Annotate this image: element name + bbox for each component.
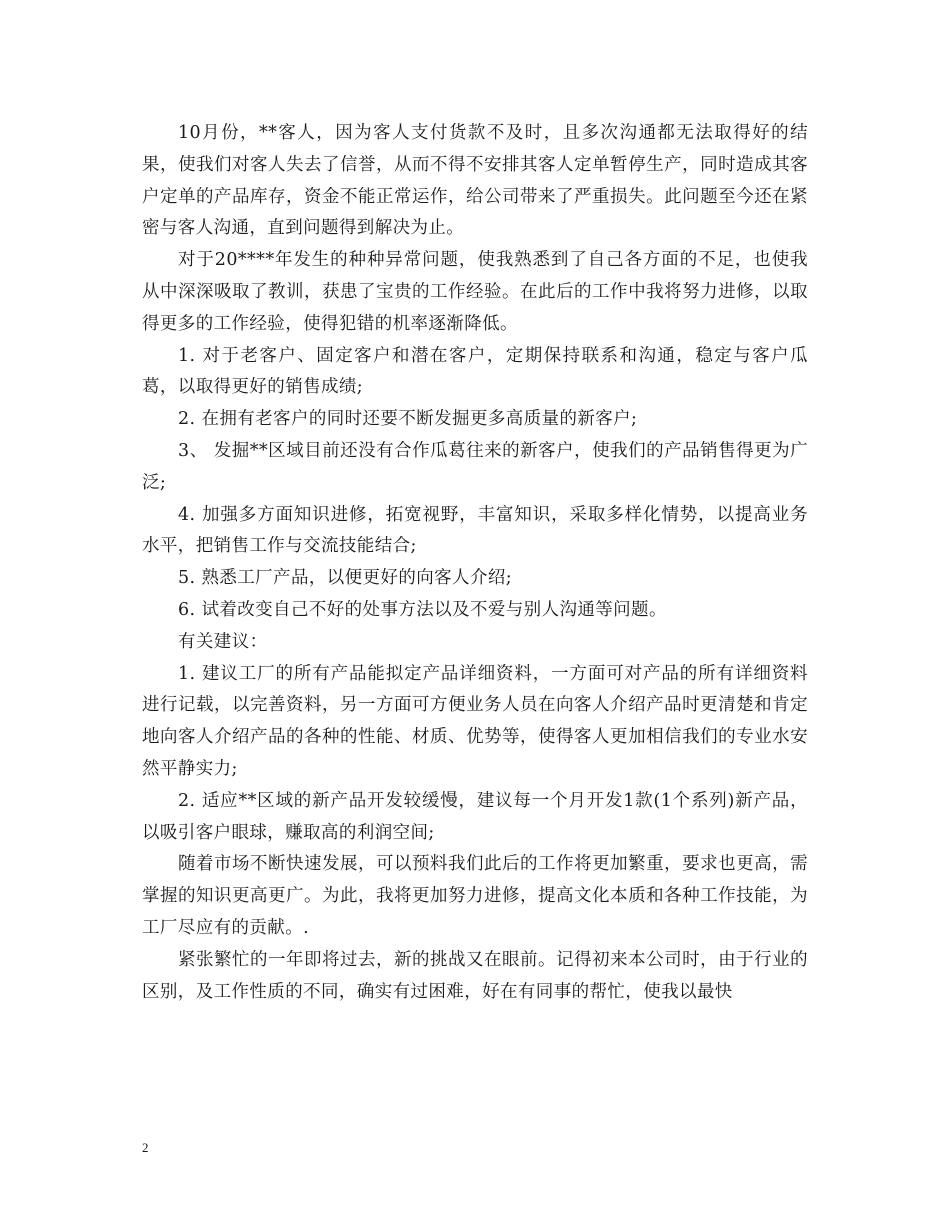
suggestions-heading: 有关建议： <box>178 631 268 652</box>
suggestion-item-2: 2. 适应**区域的新产品开发较缓慢，建议每一个月开发1款(1个系列)新产品，以吸引客户眼球，赚取高的利润空间; <box>142 790 808 843</box>
plan-item-4: 4. 加强多方面知识进修，拓宽视野，丰富知识，采取多样化情势，以提高业务水平，把销售工作与交流技能结合; <box>142 504 808 557</box>
paragraph-year-review: 紧张繁忙的一年即将过去，新的挑战又在眼前。记得初来本公司时，由于行业的区别，及工作性质的不同，确实有过困难，好在有同事的帮忙，使我以最快 <box>142 949 808 1002</box>
plan-item-5: 5. 熟悉工厂产品，以便更好的向客人介绍; <box>178 568 513 589</box>
plan-item-3: 3、 发掘**区域目前还没有合作瓜葛往来的新客户，使我们的产品销售得更为广泛; <box>142 440 808 493</box>
plan-item-1: 1. 对于老客户、固定客户和潜在客户，定期保持联系和沟通，稳定与客户瓜葛，以取得更好的销售成绩; <box>142 345 808 398</box>
paragraph-outlook: 随着市场不断快速发展，可以预料我们此后的工作将更加繁重，要求也更高，需掌握的知识更高更广。为此，我将更加努力进修，提高文化本质和各种工作技能，为工厂尽应有的贡献。. <box>142 854 808 938</box>
suggestion-item-1: 1. 建议工厂的所有产品能拟定产品详细资料，一方面可对产品的所有详细资料进行记载，以完善资料，另一方面可方便业务人员在向客人介绍产品时更清楚和肯定地向客人介绍产品的各种的性能、材质、优势等，使得客人更加相信我们的专业水安然平静实力; <box>142 663 808 779</box>
document-body <box>142 118 808 1008</box>
paragraph-overdue-payment: 10月份，**客人，因为客人支付货款不及时，且多次沟通都无法取得好的结果，使我们对客人失去了信誉，从而不得不安排其客人定单暂停生产，同时造成其客户定单的产品库存，资金不能正常运作，给公司带来了严重损失。此问题至今还在紧密与客人沟通，直到问题得到解决为止。 <box>142 123 808 239</box>
paragraph-lessons-learned: 对于20****年发生的种种异常问题，使我熟悉到了自己各方面的不足，也使我从中深深吸取了教训，获患了宝贵的工作经验。在此后的工作中我将努力进修，以取得更多的工作经验，使得犯错的机率逐渐降低。 <box>142 250 808 334</box>
plan-item-2: 2. 在拥有老客户的同时还要不断发掘更多高质量的新客户; <box>178 409 638 430</box>
plan-item-6: 6. 试着改变自己不好的处事方法以及不爱与别人沟通等问题。 <box>178 599 667 620</box>
page-number: 2 <box>142 1140 149 1155</box>
